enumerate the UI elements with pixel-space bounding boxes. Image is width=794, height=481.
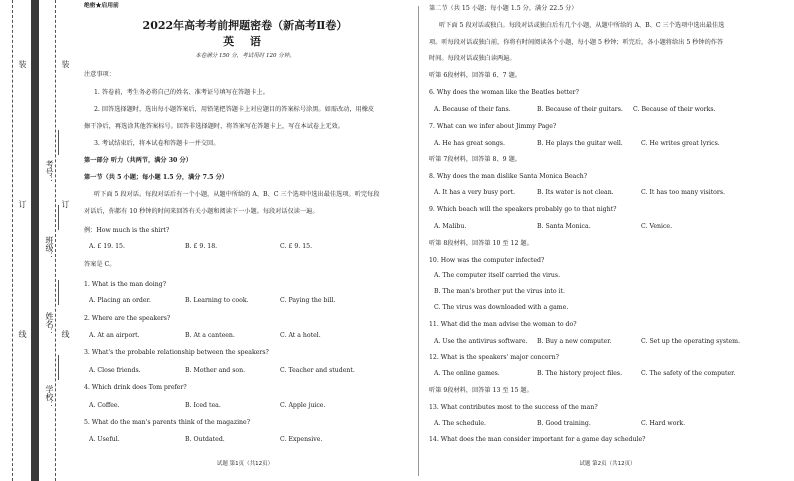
q2-option-b: B. At a canteen. bbox=[185, 332, 235, 339]
question-2: 2. Where are the speakers? bbox=[84, 315, 171, 322]
question-1: 1. What is the man doing? bbox=[84, 281, 167, 288]
q4-option-a: A. Coffee. bbox=[89, 402, 120, 409]
example-option-a: A. £ 19. 15. bbox=[89, 243, 125, 250]
right-page-footer: 试题 第2页（共12页） bbox=[579, 461, 636, 467]
q6-option-a: A. Because of their fans. bbox=[434, 106, 511, 113]
q7-option-c: C. He writes great lyrics. bbox=[641, 140, 720, 147]
school-label: 学校： bbox=[45, 385, 54, 409]
left-page-footer: 试题 第1页（共12页） bbox=[216, 461, 274, 467]
question-13: 13. What contributes most to the success of the man? bbox=[429, 404, 598, 411]
q8-option-c: C. It has too many visitors. bbox=[641, 189, 726, 196]
section2-heading: 第二节（共 15 小题；每小题 1.5 分，满分 22.5 分） bbox=[429, 5, 578, 12]
q10-option-c: C. The virus was downloaded with a game. bbox=[434, 304, 569, 311]
r-directions-2: 项。听每段对话或独白前，你将有时间阅读各个小题，每小题 5 秒钟；听完后，各小题将给出 5 秒钟的作答 bbox=[429, 39, 724, 46]
cut-mark-1: 装 bbox=[18, 60, 27, 68]
cut-mark-inner-1: 装 bbox=[61, 60, 70, 68]
binding-dashed-line-outer bbox=[12, 0, 14, 481]
question-3: 3. What's the probable relationship between the speakers? bbox=[84, 349, 269, 356]
question-9: 9. Which beach will the speakers probably go to that night? bbox=[429, 206, 617, 213]
binding-strip bbox=[0, 0, 70, 481]
q3-option-b: B. Mother and son. bbox=[185, 367, 246, 374]
question-4: 4. Which drink does Tom prefer? bbox=[84, 384, 187, 391]
name-line bbox=[58, 280, 59, 305]
notice-title: 注意事项： bbox=[84, 71, 115, 78]
q11-option-b: B. Buy a new computer. bbox=[537, 338, 612, 345]
q3-option-a: A. Close friends. bbox=[89, 367, 141, 374]
notice-3: 3. 考试结束后，将本试卷和答题卡一并交回。 bbox=[94, 140, 220, 147]
q1-option-c: C. Paying the bill. bbox=[280, 297, 336, 304]
q6-option-c: C. Because of their works. bbox=[633, 106, 716, 113]
q11-option-a: A. Use the antivirus software. bbox=[434, 338, 528, 345]
directions-2: 对话后，你都有 10 秒钟的时间来回答有关小题和阅读下一小题。每段对话仅读一遍。 bbox=[84, 208, 319, 215]
binding-dark-bar bbox=[31, 0, 39, 481]
q12-option-a: A. The online games. bbox=[434, 370, 500, 377]
q13-option-c: C. Hard work. bbox=[641, 420, 686, 427]
class-label: 班级： bbox=[45, 236, 54, 260]
q10-option-b: B. The man's brother put the virus into it. bbox=[434, 288, 565, 295]
example-option-b: B. £ 9. 18. bbox=[185, 243, 218, 250]
section1-heading: 第一节（共 5 小题；每小题 1.5 分，满分 7.5 分） bbox=[84, 174, 228, 181]
q13-option-a: A. The schedule. bbox=[434, 420, 486, 427]
question-5: 5. What do the man's parents think of the magazine? bbox=[84, 419, 251, 426]
example-option-c: C. £ 9. 15. bbox=[280, 243, 313, 250]
q5-option-b: B. Outdated. bbox=[185, 436, 225, 443]
q8-option-b: B. Its water is not clean. bbox=[537, 189, 614, 196]
question-8: 8. Why does the man dislike Santa Monica Beach? bbox=[429, 173, 588, 180]
question-10: 10. How was the computer infected? bbox=[429, 257, 545, 264]
example-answer: 答案是 C。 bbox=[84, 261, 116, 268]
notice-2: 2. 回答选择题时，选出每小题答案后，用铅笔把答题卡上对应题目的答案标号涂黑。如需改动，用橡皮 bbox=[94, 106, 375, 113]
school-line bbox=[58, 355, 59, 380]
q1-option-a: A. Placing an order. bbox=[89, 297, 151, 304]
cut-mark-3: 线 bbox=[18, 330, 27, 338]
q4-option-b: B. Iced tea. bbox=[185, 402, 221, 409]
q9-option-a: A. Malibu. bbox=[434, 223, 467, 230]
q9-option-c: C. Venice. bbox=[641, 223, 673, 230]
q5-option-c: C. Expensive. bbox=[280, 436, 323, 443]
material-6-header: 听第 6段材料，回答第 6、7 题。 bbox=[429, 72, 521, 79]
directions-1: 听下面 5 段对话。每段对话后有一个小题，从题中所给的 A、B、C 三个选项中选出最佳选项。听完每段 bbox=[94, 191, 380, 198]
part1-heading: 第一部分 听力（共两节，满分 30 分） bbox=[84, 157, 192, 164]
page-separator bbox=[418, 6, 419, 476]
cut-mark-inner-2: 订 bbox=[61, 200, 70, 208]
q12-option-c: C. The safety of the computer. bbox=[641, 370, 736, 377]
question-12: 12. What is the speakers' major concern? bbox=[429, 354, 559, 361]
secret-mark: 绝密★启用前 bbox=[84, 3, 119, 9]
q4-option-c: C. Apple juice. bbox=[280, 402, 326, 409]
q7-option-a: A. He has great songs. bbox=[434, 140, 505, 147]
q3-option-c: C. Teacher and student. bbox=[280, 367, 355, 374]
q8-option-a: A. It has a very busy port. bbox=[434, 189, 516, 196]
q10-option-a: A. The computer itself carried the virus. bbox=[434, 272, 561, 279]
exam-title: 2022年高考考前押题密卷（新高考Ⅱ卷） bbox=[142, 19, 348, 32]
cut-mark-inner-3: 线 bbox=[61, 330, 70, 338]
exam-number-line bbox=[58, 130, 59, 155]
question-11: 11. What did the man advise the woman to do? bbox=[429, 321, 577, 328]
q6-option-b: B. Because of their guitars. bbox=[537, 106, 623, 113]
question-14: 14. What does the man consider important for a game day schedule? bbox=[429, 436, 646, 443]
exam-meta: 本卷满分 150 分，考试用时 120 分钟。 bbox=[195, 53, 295, 59]
q12-option-b: B. The history project files. bbox=[537, 370, 623, 377]
class-line bbox=[58, 205, 59, 230]
cut-mark-2: 订 bbox=[18, 200, 27, 208]
q2-option-a: A. At an airport. bbox=[89, 332, 140, 339]
q1-option-b: B. Learning to cook. bbox=[185, 297, 249, 304]
exam-subject: 英 语 bbox=[223, 35, 267, 48]
question-6: 6. Why does the woman like the Beatles better? bbox=[429, 89, 579, 96]
q9-option-b: B. Santa Monica. bbox=[537, 223, 591, 230]
material-8-header: 听第 8段材料，回答第 10 至 12 题。 bbox=[429, 240, 533, 247]
notice-1: 1. 答卷前，考生务必将自己的姓名、准考证号填写在答题卡上。 bbox=[94, 89, 269, 96]
r-directions-3: 时间。每段对话或独白读两遍。 bbox=[429, 55, 516, 62]
name-label: 姓名： bbox=[45, 312, 54, 336]
exam-number-label: 考号： bbox=[45, 160, 54, 184]
binding-dashed-line-inner bbox=[55, 0, 57, 481]
q5-option-a: A. Useful. bbox=[89, 436, 120, 443]
r-directions-1: 听下面 5 段对话或独白。每段对话或独白后有几个小题，从题中所给的 A、B、C 三个选项中选出最佳选 bbox=[439, 22, 725, 29]
q13-option-b: B. Good training. bbox=[537, 420, 591, 427]
example-question: 例：How much is the shirt? bbox=[84, 227, 170, 234]
q7-option-b: B. He plays the guitar well. bbox=[537, 140, 623, 147]
q11-option-c: C. Set up the operating system. bbox=[641, 338, 741, 345]
notice-2-cont: 擦干净后，再选涂其他答案标号。回答非选择题时，将答案写在答题卡上，写在本试卷上无效。 bbox=[84, 123, 344, 130]
question-7: 7. What can we infer about Jimmy Page? bbox=[429, 123, 557, 130]
material-9-header: 听第 9段材料，回答第 13 至 15 题。 bbox=[429, 387, 533, 394]
material-7-header: 听第 7段材料，回答第 8、9 题。 bbox=[429, 156, 521, 163]
q2-option-c: C. At a hotel. bbox=[280, 332, 321, 339]
